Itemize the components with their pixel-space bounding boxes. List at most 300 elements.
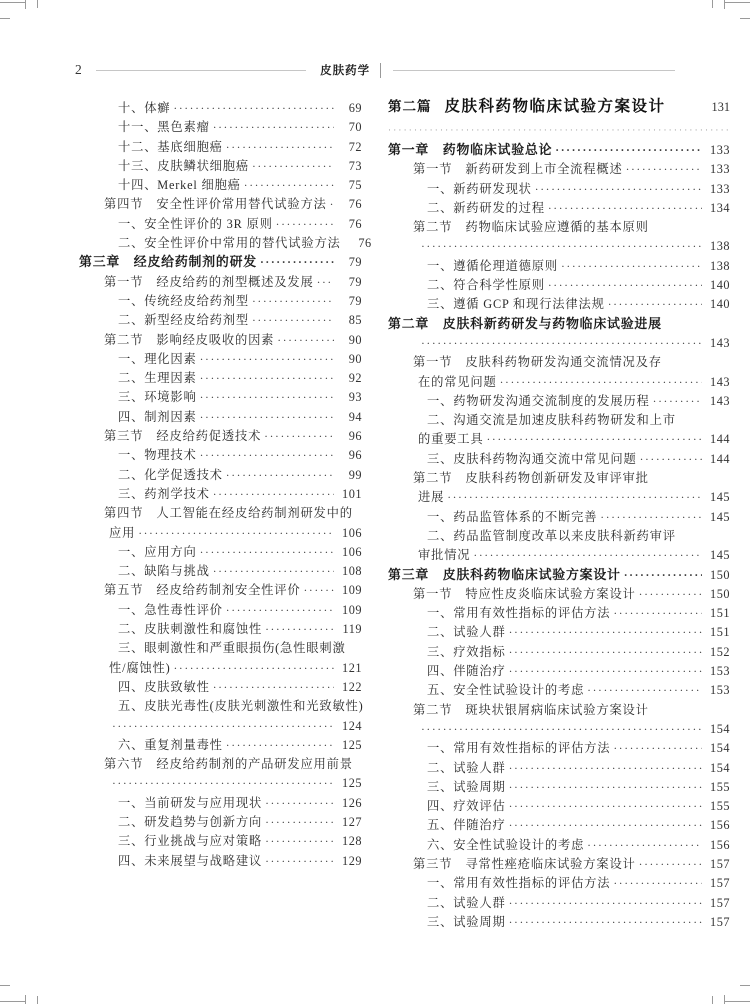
- toc-entry-text: 十四、Merkel 细胞癌: [118, 178, 241, 193]
- toc-page-number: 106: [342, 525, 362, 540]
- toc-dot-leader: [277, 331, 334, 351]
- toc-dot-leader: [303, 581, 334, 601]
- toc-entry-text: 一、新药研发现状: [427, 181, 532, 196]
- toc-dot-leader: [213, 678, 334, 698]
- toc-entry-text: 第二节 皮肤科药物创新研发及审评审批: [413, 471, 649, 486]
- toc-entry-text: 第二章 皮肤科新药研发与药物临床试验进展: [388, 316, 662, 331]
- toc-entry: [79, 543, 362, 562]
- header-rule-right: [393, 70, 675, 71]
- toc-entry: [388, 218, 730, 237]
- toc-dot-leader: [473, 546, 702, 566]
- toc-entry-text: 一、常用有效性指标的评估方法: [427, 876, 611, 891]
- toc-entry: [388, 836, 730, 855]
- toc-entry: [79, 195, 362, 214]
- part-heading-label: 第二篇: [388, 99, 432, 114]
- toc-dot-leader: [587, 681, 702, 701]
- toc-page-number: 145: [710, 509, 730, 524]
- toc-entry: [79, 697, 362, 716]
- toc-page-number: 133: [710, 143, 730, 157]
- toc-column-right: [388, 94, 730, 932]
- toc-entry: [388, 643, 730, 662]
- toc-entry-text: 四、皮肤致敏性: [118, 679, 210, 694]
- toc-entry: [79, 253, 362, 272]
- toc-entry: [388, 488, 730, 507]
- toc-entry: [79, 794, 362, 813]
- toc-entry-text: 四、伴随治疗: [427, 664, 506, 679]
- toc-entry: [388, 160, 730, 179]
- toc-dot-leader: [548, 199, 702, 219]
- toc-entry: [388, 180, 730, 199]
- toc-page-number: 79: [348, 293, 362, 308]
- toc-entry-text: 进展: [418, 490, 445, 505]
- toc-entry-text: 三、试验周期: [427, 914, 506, 929]
- header-rule-left: [96, 70, 306, 71]
- toc-page-number: 145: [710, 490, 730, 505]
- part-heading-title: 皮肤科药物临床试验方案设计: [444, 98, 666, 115]
- toc-page-number: 127: [342, 814, 362, 829]
- toc-entry: [388, 373, 730, 392]
- toc-entry-text: 应用: [109, 525, 136, 540]
- toc-entry: [79, 620, 362, 639]
- toc-page-number: 138: [710, 258, 730, 273]
- toc-page-number: 144: [710, 451, 730, 466]
- toc-page-number: 76: [358, 236, 372, 251]
- toc-entry-text: 三、皮肤科药物沟通交流中常见问题: [427, 451, 637, 466]
- toc-page-number: 79: [348, 274, 362, 289]
- toc-page-number: 122: [342, 679, 362, 694]
- toc-entry: [79, 466, 362, 485]
- toc-dot-leader: [173, 99, 334, 119]
- toc-dot-leader: [509, 759, 702, 779]
- toc-dot-leader: [200, 350, 334, 370]
- toc-dot-leader: [226, 601, 334, 621]
- toc-dot-leader: [252, 157, 334, 177]
- toc-dot-leader: [265, 813, 334, 833]
- toc-entry-text: 第三章 经皮给药制剂的研发: [79, 255, 257, 270]
- toc-dot-leader: [421, 720, 702, 740]
- toc-dot-leader: [626, 160, 702, 180]
- toc-page-number: 143: [710, 393, 730, 408]
- toc-entry: [388, 546, 730, 565]
- toc-dot-leader: [226, 466, 334, 486]
- toc-entry: [79, 755, 362, 774]
- toc-entry: [79, 331, 362, 350]
- toc-entry-text: 性/腐蚀性): [109, 660, 171, 675]
- toc-entry: [79, 176, 362, 195]
- toc-entry: [79, 369, 362, 388]
- toc-entry-text: 一、遵循伦理道德原则: [427, 258, 558, 273]
- toc-page-number: 96: [348, 429, 362, 444]
- toc-page-number: 94: [348, 409, 362, 424]
- toc-entry-text: 审批情况: [418, 548, 471, 563]
- toc-entry-text: 二、沟通交流是加速皮肤科药物研发和上市: [427, 413, 676, 428]
- toc-entry: [79, 99, 362, 118]
- toc-entry: [388, 778, 730, 797]
- toc-dot-leader: [265, 852, 334, 872]
- toc-entry-text: 第四节 安全性评价常用替代试验方法: [104, 197, 327, 212]
- toc-page-number: 101: [342, 486, 362, 501]
- toc-entry-text: 第二节 影响经皮吸收的因素: [104, 332, 275, 347]
- toc-entry: [388, 855, 730, 874]
- toc-entry: [388, 392, 730, 411]
- toc-column-left: [79, 94, 372, 932]
- toc-entry-text: 五、皮肤光毒性(皮肤光刺激性和光致敏性): [118, 699, 364, 714]
- toc-page-number: 138: [710, 239, 730, 254]
- toc-page-number: 134: [710, 200, 730, 215]
- toc-dot-leader: [509, 643, 702, 663]
- toc-entry-text: 二、试验人群: [427, 895, 506, 910]
- toc-dot-leader: [265, 832, 334, 852]
- toc-entry: [79, 234, 372, 253]
- toc-entry-text: 一、药品监管体系的不断完善: [427, 509, 598, 524]
- toc-entry: [388, 816, 730, 835]
- toc-entry: [388, 199, 730, 218]
- toc-entry: [79, 157, 362, 176]
- toc-page-number: 75: [348, 178, 362, 193]
- toc-dot-leader: [509, 662, 702, 682]
- toc-entry-text: 一、应用方向: [118, 544, 197, 559]
- toc-entry: [79, 427, 362, 446]
- toc-page-number: 126: [342, 795, 362, 810]
- toc-dot-leader: [200, 388, 334, 408]
- toc-entry: [79, 350, 362, 369]
- toc-dot-leader: [509, 797, 702, 817]
- toc-columns: [79, 94, 730, 932]
- toc-dot-leader: [174, 659, 335, 679]
- toc-entry: [388, 720, 730, 739]
- toc-page-number: 157: [710, 876, 730, 891]
- toc-page-number: 156: [710, 837, 730, 852]
- toc-page-number: 155: [710, 779, 730, 794]
- toc-page-number: 109: [342, 602, 362, 617]
- toc-entry-text: 六、安全性试验设计的考虑: [427, 837, 585, 852]
- toc-entry-text: 五、伴随治疗: [427, 818, 506, 833]
- toc-page-number: 121: [342, 660, 362, 675]
- toc-entry: [79, 813, 362, 832]
- toc-entry-text: 三、行业挑战与应对策略: [118, 834, 263, 849]
- toc-page-number: 90: [348, 332, 362, 347]
- toc-page-number: 143: [710, 335, 730, 350]
- toc-dot-leader: [509, 816, 702, 836]
- toc-entry: [79, 832, 362, 851]
- toc-dot-leader: [600, 508, 702, 528]
- toc-dot-leader: [653, 392, 702, 412]
- toc-entry-text: 十一、黑色素瘤: [118, 120, 210, 135]
- toc-entry-text: 第二节 药物临床试验应遵循的基本原则: [413, 220, 649, 235]
- toc-entry-text: 一、物理技术: [118, 448, 197, 463]
- toc-page-number: 140: [710, 297, 730, 312]
- toc-entry-text: 第一章 药物临床试验总论: [388, 143, 553, 157]
- toc-page-number: 151: [710, 625, 730, 640]
- part-heading-page-number: 131: [711, 100, 730, 114]
- toc-entry-text: 第一节 皮肤科药物研发沟通交流情况及存: [413, 355, 662, 370]
- toc-entry: [388, 450, 730, 469]
- toc-entry: [79, 736, 362, 755]
- toc-entry-text: 第三节 寻常性痤疮临床试验方案设计: [413, 856, 636, 871]
- toc-entry: [79, 524, 362, 543]
- toc-dot-leader: [226, 138, 334, 158]
- toc-dot-leader: [112, 717, 334, 737]
- toc-entry: [388, 566, 730, 585]
- toc-entry: [388, 662, 730, 681]
- toc-entry-text: 十、体癣: [118, 101, 171, 115]
- toc-entry: [388, 874, 730, 893]
- toc-entry: [79, 118, 362, 137]
- toc-dot-leader: [509, 913, 702, 933]
- toc-page-number: 150: [710, 567, 730, 582]
- toc-entry: [79, 581, 362, 600]
- part-heading: [388, 94, 730, 120]
- toc-page-number: 129: [342, 853, 362, 868]
- toc-entry-text: 一、安全性评价的 3R 原则: [118, 216, 273, 231]
- toc-dot-leader: [561, 257, 702, 277]
- toc-entry-text: 二、新型经皮给药剂型: [118, 313, 249, 328]
- toc-page-number: 106: [342, 544, 362, 559]
- toc-entry-text: 一、急性毒性评价: [118, 602, 223, 617]
- toc-entry-text: 一、当前研发与应用现状: [118, 795, 263, 810]
- toc-page-number: 157: [710, 856, 730, 871]
- toc-dot-leader: [265, 794, 334, 814]
- toc-entry-text: 二、化学促透技术: [118, 467, 223, 482]
- toc-dot-leader: [317, 273, 334, 293]
- toc-dot-leader: [548, 276, 702, 296]
- toc-dot-leader: [138, 524, 334, 544]
- toc-entry-text: 一、传统经皮给药剂型: [118, 293, 249, 308]
- toc-entry: [79, 562, 362, 581]
- toc-page-number: 154: [710, 741, 730, 756]
- toc-dot-leader: [447, 488, 702, 508]
- toc-entry-text: 十二、基底细胞癌: [118, 139, 223, 154]
- toc-page-number: 154: [710, 760, 730, 775]
- toc-page-number: 140: [710, 278, 730, 293]
- toc-page-number: 133: [710, 181, 730, 196]
- toc-page-number: 99: [348, 467, 362, 482]
- toc-entry: [388, 739, 730, 758]
- toc-entry-text: 四、疗效评估: [427, 799, 506, 814]
- toc-entry: [388, 894, 730, 913]
- toc-dot-leader: [509, 623, 702, 643]
- toc-entry-list-right: [388, 141, 730, 932]
- toc-page-number: 93: [348, 390, 362, 405]
- toc-page-number: 143: [710, 374, 730, 389]
- toc-page-number: 153: [710, 664, 730, 679]
- toc-entry-text: 第五节 经皮给药制剂安全性评价: [104, 583, 301, 598]
- toc-page-number: 150: [710, 586, 730, 601]
- toc-dot-leader: [264, 427, 334, 447]
- toc-dot-leader: [509, 778, 702, 798]
- toc-entry-text: 二、研发趋势与创新方向: [118, 814, 263, 829]
- toc-entry-text: 一、常用有效性指标的评估方法: [427, 741, 611, 756]
- toc-page-number: 153: [710, 683, 730, 698]
- toc-entry-text: 的重要工具: [418, 432, 484, 447]
- toc-entry-text: 第一节 特应性皮炎临床试验方案设计: [413, 586, 636, 601]
- toc-dot-leader: [252, 311, 334, 331]
- toc-entry: [388, 295, 730, 314]
- toc-page-number: 85: [348, 313, 362, 328]
- header-divider-bar: [380, 63, 381, 78]
- toc-dot-leader: [226, 736, 334, 756]
- toc-entry-text: 二、新药研发的过程: [427, 200, 545, 215]
- toc-page-number: 124: [342, 718, 362, 733]
- toc-dot-leader: [613, 739, 702, 759]
- toc-entry: [79, 485, 362, 504]
- toc-entry: [388, 527, 730, 546]
- toc-entry: [79, 852, 362, 871]
- toc-page-number: 156: [710, 818, 730, 833]
- toc-entry: [388, 411, 730, 430]
- toc-entry: [388, 681, 730, 700]
- toc-entry-text: 三、眼刺激性和严重眼损伤(急性眼刺激: [118, 641, 346, 656]
- toc-entry-text: 第六节 经皮给药制剂的产品研发应用前景: [104, 757, 353, 772]
- toc-entry-text: 三、环境影响: [118, 390, 197, 405]
- toc-entry-text: 三、疗效指标: [427, 644, 506, 659]
- toc-entry-text: 第三节 经皮给药促透技术: [104, 429, 262, 444]
- book-title: 皮肤药学: [320, 65, 371, 77]
- toc-entry: [388, 508, 730, 527]
- toc-page-number: 109: [342, 583, 362, 598]
- toc-entry-text: 二、试验人群: [427, 625, 506, 640]
- toc-entry: [79, 504, 362, 523]
- toc-entry: [79, 639, 362, 658]
- toc-dot-leader: [639, 585, 702, 605]
- toc-entry-text: 一、药物研发沟通交流制度的发展历程: [427, 393, 650, 408]
- toc-entry: [388, 469, 730, 488]
- toc-entry: [79, 446, 362, 465]
- toc-entry: [79, 273, 362, 292]
- toc-dot-leader: [276, 215, 334, 235]
- toc-page-number: 96: [348, 448, 362, 463]
- toc-entry-text: 第四节 人工智能在经皮给药制剂研发中的: [104, 506, 353, 521]
- toc-dot-leader: [421, 334, 702, 354]
- toc-entry-text: 二、安全性评价中常用的替代试验方法: [118, 236, 341, 251]
- toc-entry: [79, 717, 362, 736]
- toc-page-number: 151: [710, 606, 730, 621]
- toc-page-number: 73: [348, 158, 362, 173]
- part-heading-dotted-rule: [388, 122, 730, 136]
- toc-page-number: 152: [710, 644, 730, 659]
- toc-entry-text: 二、药品监管制度改革以来皮肤科新药审评: [427, 528, 676, 543]
- toc-page-number: 72: [348, 139, 362, 154]
- toc-dot-leader: [640, 450, 702, 470]
- toc-entry-text: 二、符合科学性原则: [427, 278, 545, 293]
- toc-entry: [388, 701, 730, 720]
- toc-dot-leader: [613, 604, 702, 624]
- toc-entry: [388, 797, 730, 816]
- toc-dot-leader: [213, 485, 334, 505]
- toc-entry-text: 第一节 经皮给药的剂型概述及发展: [104, 274, 314, 289]
- toc-dot-leader: [555, 141, 702, 161]
- toc-entry: [388, 237, 730, 256]
- toc-entry-text: 三、试验周期: [427, 779, 506, 794]
- toc-page-number: 76: [348, 216, 362, 231]
- toc-entry-text: 在的常见问题: [418, 374, 497, 389]
- toc-dot-leader: [613, 874, 702, 894]
- toc-page-number: 154: [710, 721, 730, 736]
- toc-entry-text: 二、生理因素: [118, 371, 197, 386]
- toc-dot-leader: [421, 237, 702, 257]
- toc-page-number: 128: [342, 834, 362, 849]
- toc-page-number: 145: [710, 548, 730, 563]
- toc-dot-leader: [213, 118, 334, 138]
- toc-entry-text: 二、皮肤刺激性和腐蚀性: [118, 622, 263, 637]
- toc-entry-text: 二、试验人群: [427, 760, 506, 775]
- toc-entry: [79, 601, 362, 620]
- toc-dot-leader: [260, 253, 334, 273]
- toc-entry: [388, 315, 730, 334]
- toc-entry-text: 四、制剂因素: [118, 409, 197, 424]
- toc-entry-text: 第二节 斑块状银屑病临床试验方案设计: [413, 702, 649, 717]
- toc-entry: [388, 276, 730, 295]
- toc-page-number: 125: [342, 737, 362, 752]
- toc-page-number: 108: [342, 564, 362, 579]
- toc-entry-text: 二、缺陷与挑战: [118, 564, 210, 579]
- toc-entry-text: 三、遵循 GCP 和现行法律法规: [427, 297, 605, 312]
- toc-entry-text: 一、理化因素: [118, 351, 197, 366]
- toc-entry-text: 四、未来展望与战略建议: [118, 853, 263, 868]
- toc-entry: [388, 759, 730, 778]
- toc-entry-text: 十三、皮肤鳞状细胞癌: [118, 158, 249, 173]
- page-number: 2: [75, 62, 82, 77]
- toc-dot-leader: [608, 295, 702, 315]
- toc-entry: [79, 388, 362, 407]
- toc-dot-leader: [330, 195, 334, 215]
- toc-dot-leader: [265, 620, 334, 640]
- toc-dot-leader: [500, 373, 702, 393]
- toc-dot-leader: [624, 566, 702, 586]
- toc-entry: [79, 138, 362, 157]
- toc-dot-leader: [244, 176, 334, 196]
- toc-page-number: 70: [348, 120, 362, 135]
- toc-page-number: 125: [342, 776, 362, 791]
- toc-entry-text: 六、重复剂量毒性: [118, 737, 223, 752]
- toc-page-number: 76: [348, 197, 362, 212]
- toc-entry: [79, 311, 362, 330]
- toc-entry: [79, 292, 362, 311]
- toc-entry-text: 三、药剂学技术: [118, 486, 210, 501]
- toc-entry: [79, 774, 362, 793]
- toc-page-number: 92: [348, 371, 362, 386]
- page-header: [75, 61, 675, 79]
- toc-dot-leader: [252, 292, 334, 312]
- toc-dot-leader: [639, 855, 702, 875]
- toc-entry: [388, 353, 730, 372]
- toc-page-number: 144: [710, 432, 730, 447]
- toc-dot-leader: [200, 446, 334, 466]
- toc-entry: [79, 678, 362, 697]
- toc-entry: [388, 623, 730, 642]
- toc-entry-text: 第一节 新药研发到上市全流程概述: [413, 162, 623, 177]
- toc-entry-text: 五、安全性试验设计的考虑: [427, 683, 585, 698]
- toc-dot-leader: [487, 430, 703, 450]
- toc-page-number: 119: [342, 622, 362, 637]
- toc-entry: [79, 215, 362, 234]
- toc-dot-leader: [587, 836, 702, 856]
- toc-dot-leader: [213, 562, 334, 582]
- toc-entry-text: 第三章 皮肤科药物临床试验方案设计: [388, 567, 621, 582]
- toc-entry: [388, 141, 730, 160]
- toc-entry: [388, 585, 730, 604]
- toc-page-number: 157: [710, 914, 730, 929]
- toc-page-number: 157: [710, 895, 730, 910]
- toc-entry-text: 一、常用有效性指标的评估方法: [427, 606, 611, 621]
- toc-page-number: 79: [348, 255, 362, 270]
- toc-page-number: 90: [348, 351, 362, 366]
- toc-dot-leader: [509, 894, 702, 914]
- toc-entry: [388, 604, 730, 623]
- toc-entry: [79, 659, 362, 678]
- toc-page-number: 69: [348, 101, 362, 115]
- toc-entry: [388, 334, 730, 353]
